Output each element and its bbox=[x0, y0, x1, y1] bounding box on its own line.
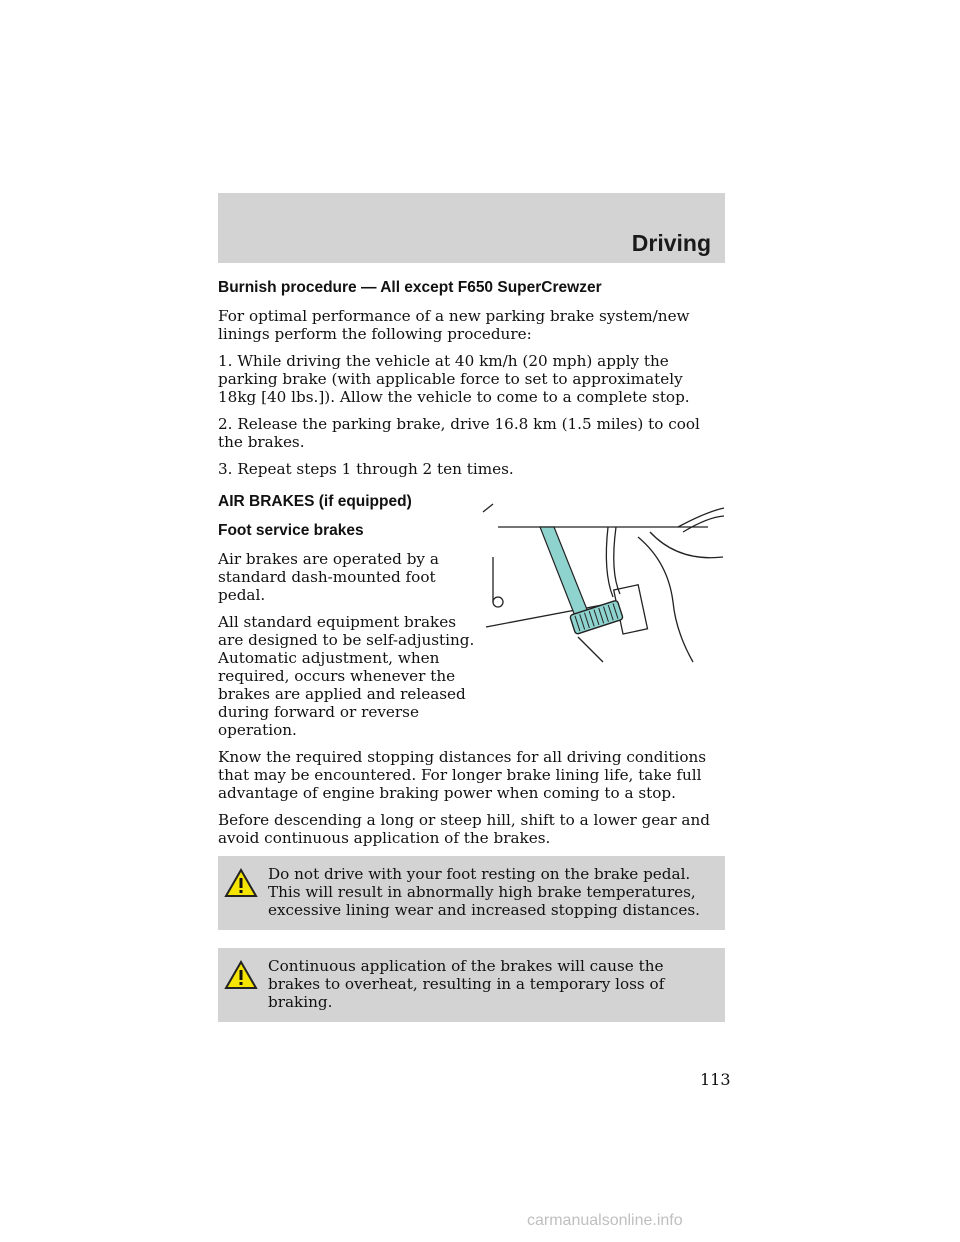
header-band bbox=[218, 193, 725, 263]
warning-text-1: Do not drive with your foot resting on the brake pedal. This will result in abnormally high brake temperatures, excessive lining wear and increased stopping distances. bbox=[268, 865, 700, 919]
burnish-intro: For optimal performance of a new parking brake system/new linings perform the following procedure: bbox=[218, 307, 690, 343]
foot-service-brakes-heading: Foot service brakes bbox=[218, 522, 364, 539]
warning-triangle-icon bbox=[224, 960, 258, 990]
burnish-step-2: 2. Release the parking brake, drive 16.8 km (1.5 miles) to cool the brakes. bbox=[218, 415, 700, 451]
burnish-heading: Burnish procedure — All except F650 SuperCrewzer bbox=[218, 279, 602, 296]
warning-triangle-icon bbox=[224, 868, 258, 898]
warning-box-2 bbox=[218, 948, 725, 1022]
warning-text-2: Continuous application of the brakes will cause the brakes to overheat, resulting in a temporary loss of braking. bbox=[268, 957, 665, 1011]
air-brakes-heading: AIR BRAKES (if equipped) bbox=[218, 493, 412, 510]
brake-pedal-illustration bbox=[478, 502, 728, 667]
air-brakes-para-3: Know the required stopping distances for all driving conditions that may be encountered. For longer brake lining life, take full advantage of engine braking power when coming to a stop. bbox=[218, 748, 707, 802]
burnish-step-1: 1. While driving the vehicle at 40 km/h (20 mph) apply the parking brake (with applicable force to set to approximately 18kg [40 lbs.]). Allow the vehicle to come to a complete stop. bbox=[218, 352, 690, 406]
watermark: carmanualsonline.info bbox=[527, 1212, 683, 1229]
warning-box-1 bbox=[218, 856, 725, 930]
page-number: 113 bbox=[700, 1070, 731, 1089]
page-section-title: Driving bbox=[631, 230, 711, 256]
air-brakes-para-1: Air brakes are operated by a standard dash-mounted foot pedal. bbox=[218, 550, 439, 604]
burnish-step-3: 3. Repeat steps 1 through 2 ten times. bbox=[218, 460, 514, 478]
air-brakes-para-2: All standard equipment brakes are designed to be self-adjusting. Automatic adjustment, when required, occurs whenever the brakes are applied and released during forward or reverse operation. bbox=[218, 613, 475, 739]
air-brakes-para-4: Before descending a long or steep hill, shift to a lower gear and avoid continuous application of the brakes. bbox=[218, 811, 710, 847]
